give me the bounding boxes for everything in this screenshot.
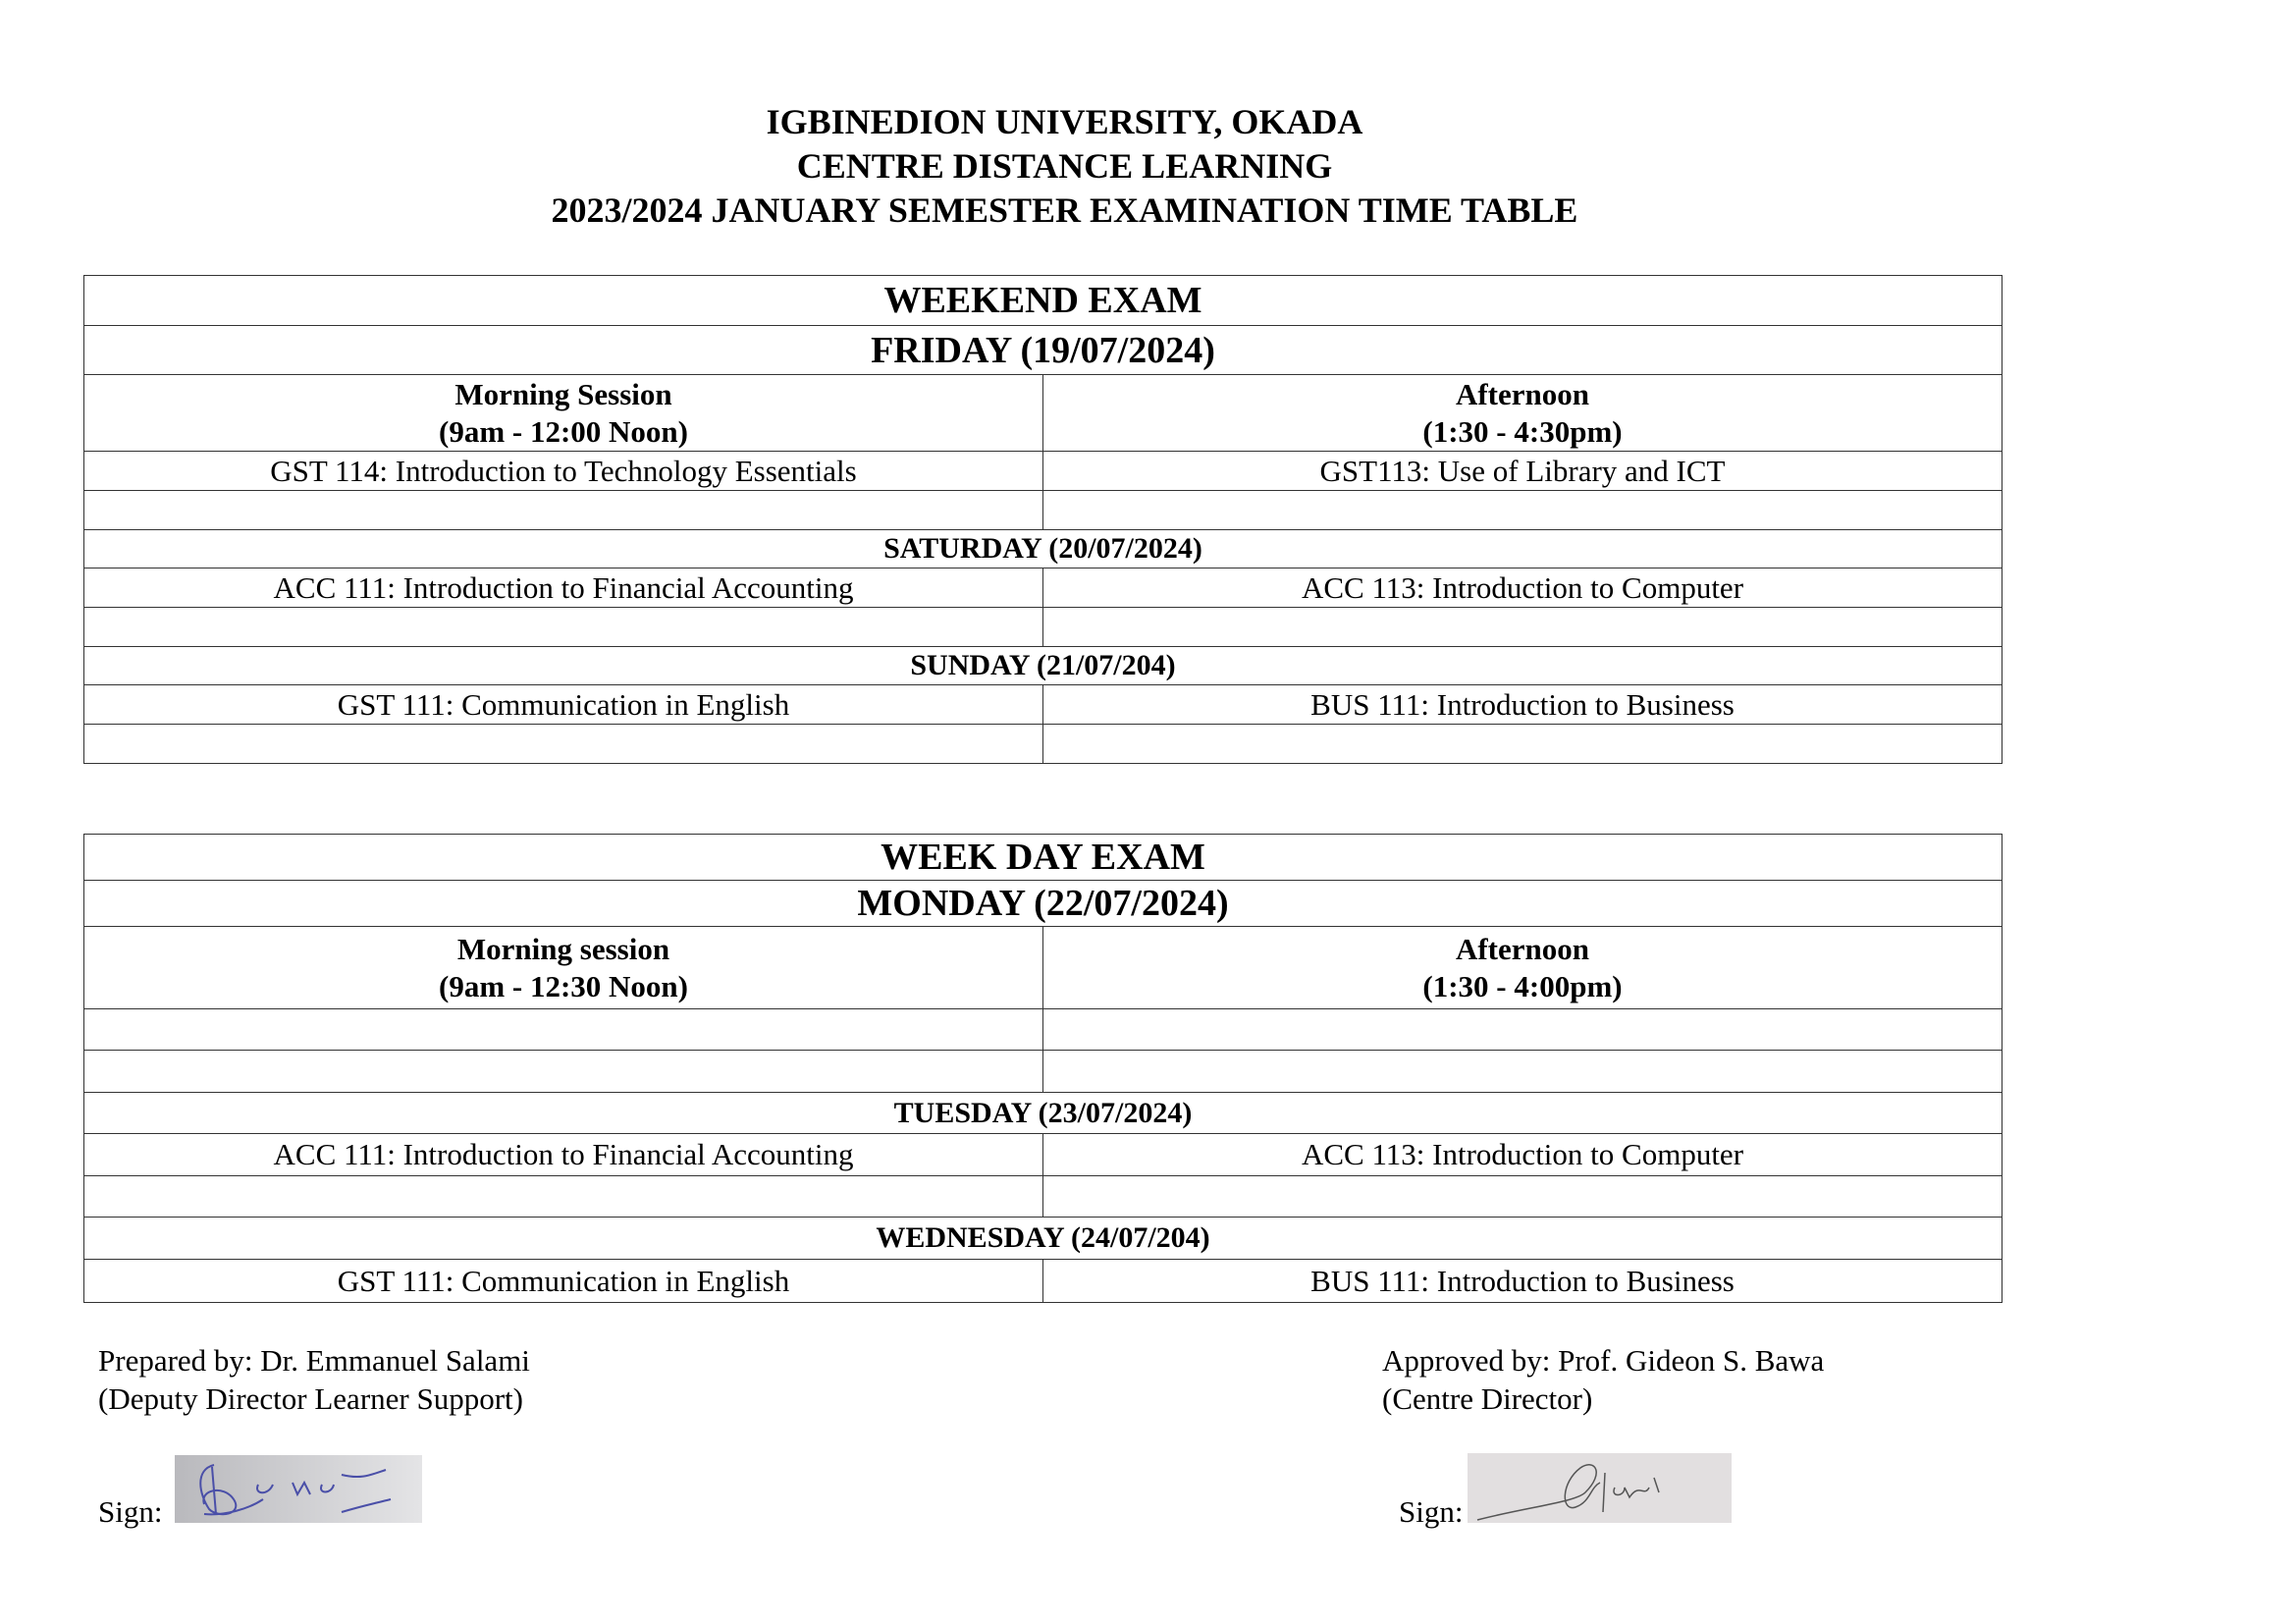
day-header: MONDAY (22/07/2024) xyxy=(84,881,2002,927)
university-name: IGBINEDION UNIVERSITY, OKADA xyxy=(766,102,1363,141)
empty-cell xyxy=(1043,491,2002,530)
centre-name: CENTRE DISTANCE LEARNING xyxy=(796,146,1333,186)
session-time: (9am - 12:30 Noon) xyxy=(439,968,688,1003)
weekend-exam-table xyxy=(83,275,2002,764)
exam-cell: GST 111: Communication in English xyxy=(84,1260,1043,1303)
signature-right-image xyxy=(1468,1453,1732,1523)
weekday-title: WEEK DAY EXAM xyxy=(84,835,2002,881)
empty-cell xyxy=(84,1051,1043,1093)
exam-cell: ACC 113: Introduction to Computer xyxy=(1043,1134,2002,1176)
day-header: TUESDAY (23/07/2024) xyxy=(84,1093,2002,1134)
approved-by-block xyxy=(1382,1341,1824,1418)
empty-cell xyxy=(84,1009,1043,1051)
approved-by: Approved by: Prof. Gideon S. Bawa xyxy=(1382,1343,1825,1378)
empty-cell xyxy=(1043,1009,2002,1051)
approved-role: (Centre Director) xyxy=(1382,1381,1593,1416)
weekday-exam-table xyxy=(83,834,2002,1303)
session-time: (9am - 12:00 Noon) xyxy=(439,413,688,449)
day-header: WEDNESDAY (24/07/204) xyxy=(84,1218,2002,1260)
session-time: (1:30 - 4:30pm) xyxy=(1422,413,1623,449)
day-header: SUNDAY (21/07/204) xyxy=(84,647,2002,685)
prepared-by-block xyxy=(98,1341,530,1418)
morning-session-header xyxy=(84,375,1043,452)
exam-cell: BUS 111: Introduction to Business xyxy=(1043,1260,2002,1303)
empty-cell xyxy=(1043,1176,2002,1218)
exam-cell: GST 111: Communication in English xyxy=(84,685,1043,725)
session-time: (1:30 - 4:00pm) xyxy=(1422,968,1623,1003)
sign-label-right: Sign: xyxy=(1399,1494,1464,1529)
session-label: Morning Session xyxy=(454,376,672,411)
empty-cell xyxy=(84,725,1043,764)
signature-left-image xyxy=(175,1455,422,1523)
exam-cell: ACC 111: Introduction to Financial Accounting xyxy=(84,568,1043,608)
day-header: FRIDAY (19/07/2024) xyxy=(84,326,2002,375)
sign-label-left: Sign: xyxy=(98,1494,163,1529)
empty-cell xyxy=(84,1176,1043,1218)
weekend-title: WEEKEND EXAM xyxy=(84,276,2002,326)
session-label: Afternoon xyxy=(1455,376,1590,411)
empty-cell xyxy=(1043,1051,2002,1093)
exam-cell: BUS 111: Introduction to Business xyxy=(1043,685,2002,725)
document-title xyxy=(0,100,2296,233)
exam-cell: ACC 113: Introduction to Computer xyxy=(1043,568,2002,608)
empty-cell xyxy=(84,608,1043,647)
prepared-by: Prepared by: Dr. Emmanuel Salami xyxy=(98,1343,530,1378)
empty-cell xyxy=(1043,725,2002,764)
empty-cell xyxy=(1043,608,2002,647)
session-label: Morning session xyxy=(456,931,670,966)
prepared-role: (Deputy Director Learner Support) xyxy=(98,1381,523,1416)
exam-cell: GST113: Use of Library and ICT xyxy=(1043,452,2002,491)
session-label: Afternoon xyxy=(1455,931,1590,966)
afternoon-session-header xyxy=(1043,375,2002,452)
morning-session-header xyxy=(84,927,1043,1009)
timetable-title: 2023/2024 JANUARY SEMESTER EXAMINATION TIME TABLE xyxy=(551,190,1578,230)
empty-cell xyxy=(84,491,1043,530)
exam-cell: GST 114: Introduction to Technology Essentials xyxy=(84,452,1043,491)
afternoon-session-header xyxy=(1043,927,2002,1009)
day-header: SATURDAY (20/07/2024) xyxy=(84,530,2002,568)
exam-cell: ACC 111: Introduction to Financial Accounting xyxy=(84,1134,1043,1176)
